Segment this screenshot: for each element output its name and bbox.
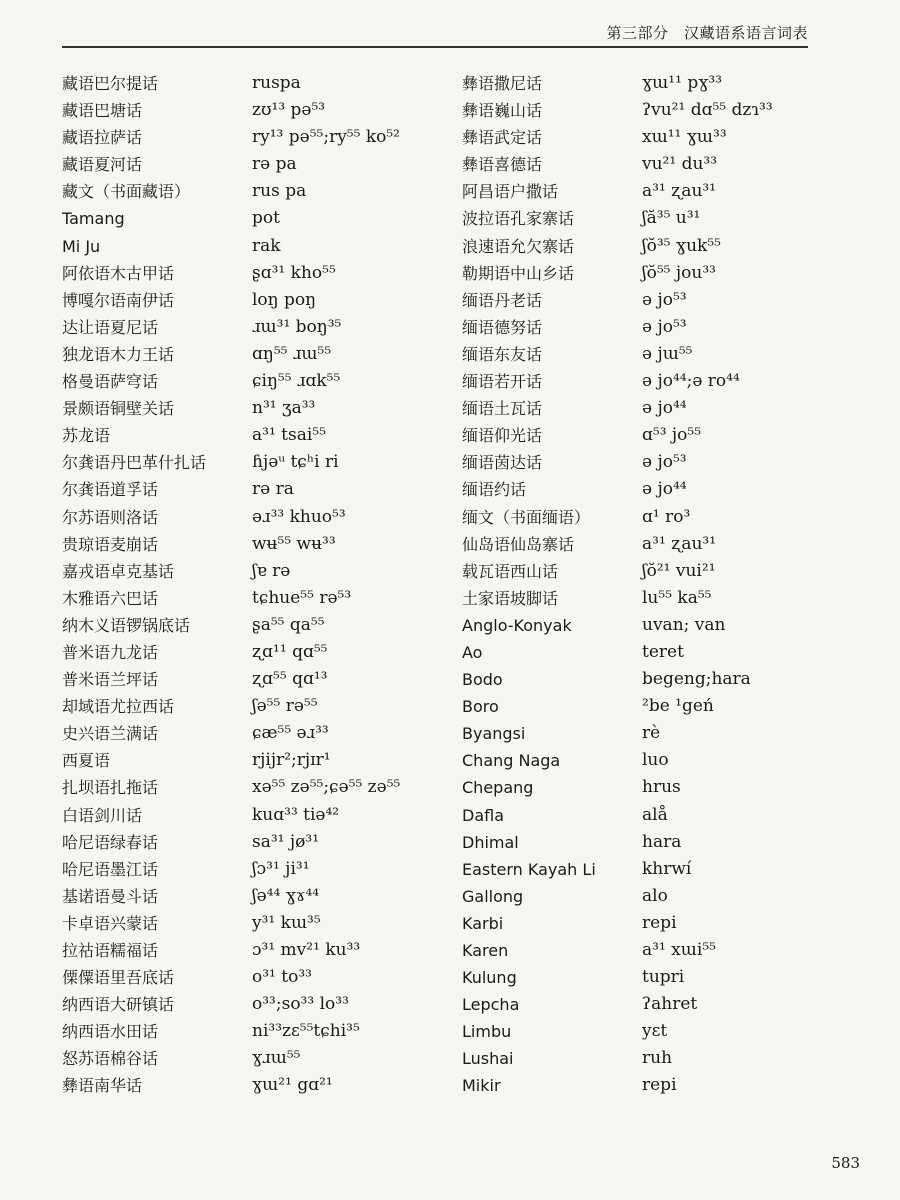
- language-name: Lepcha: [462, 995, 520, 1015]
- language-name: 藏语拉萨话: [62, 128, 143, 148]
- word-form: hara: [642, 831, 682, 852]
- vocab-entry: [462, 802, 882, 829]
- right-column: [462, 70, 882, 1100]
- language-name: 波拉语孔家寨话: [462, 209, 575, 229]
- word-form: ruh: [642, 1048, 673, 1069]
- word-form: ʃŏ²¹ vui²¹: [642, 560, 716, 581]
- word-form: ɕæ⁵⁵ əɹ³³: [252, 723, 329, 744]
- language-name: Bodo: [462, 670, 503, 690]
- vocab-entry: [62, 937, 452, 964]
- vocab-entry: [462, 964, 882, 991]
- vocab-entry: [62, 70, 452, 97]
- vocab-entry: [62, 910, 452, 937]
- language-name: 尔龚语丹巴革什扎话: [62, 453, 207, 473]
- language-name: Eastern Kayah Li: [462, 859, 596, 879]
- vocab-entry: [462, 476, 882, 503]
- word-form: repi: [642, 912, 677, 933]
- language-name: 藏语巴尔提话: [62, 74, 159, 93]
- language-name: Karbi: [462, 913, 504, 933]
- vocab-entry: [62, 856, 452, 883]
- language-name: 缅语德努话: [462, 317, 543, 337]
- language-name: 卡卓语兴蒙话: [62, 913, 159, 933]
- vocab-entry: [462, 233, 882, 260]
- language-name: 纳木义语锣锅底话: [62, 615, 191, 635]
- word-form: kuɑ³³ tiə⁴²: [252, 804, 340, 825]
- word-form: ɑ⁵³ jo⁵⁵: [642, 425, 702, 446]
- word-form: ʃə⁴⁴ ɣɤ⁴⁴: [252, 885, 320, 906]
- word-form: rə pa: [252, 154, 297, 175]
- language-name: 独龙语木力王话: [62, 344, 175, 364]
- vocab-entry: [462, 70, 882, 97]
- word-form: o³³;so³³ lo³³: [252, 994, 349, 1015]
- word-form: rak: [252, 235, 281, 256]
- word-form: loŋ poŋ: [252, 289, 317, 310]
- word-form: a³¹ tsai⁵⁵: [252, 425, 326, 446]
- word-form: ʃə⁵⁵ rə⁵⁵: [252, 696, 318, 717]
- vocab-entry: [62, 395, 452, 422]
- vocab-entry: [62, 612, 452, 639]
- word-form: ruspa: [252, 73, 301, 93]
- vocab-entry: [62, 205, 452, 232]
- vocab-entry: [62, 422, 452, 449]
- vocab-entry: [462, 1045, 882, 1072]
- vocab-entry: [462, 449, 882, 476]
- word-form: ə jo⁴⁴;ə ro⁴⁴: [642, 371, 740, 392]
- vocab-entry: [462, 747, 882, 774]
- language-name: 怒苏语棉谷话: [62, 1049, 159, 1069]
- vocab-entry: [462, 639, 882, 666]
- language-name: 博嘎尔语南伊话: [62, 290, 175, 310]
- word-form: ɦjəᵘ tɕʰi ri: [252, 452, 339, 473]
- vocab-entry: [62, 964, 452, 991]
- vocab-entry: [462, 856, 882, 883]
- word-form: ɹɯ³¹ boŋ³⁵: [252, 316, 342, 337]
- language-name: 藏语巴塘话: [62, 101, 143, 121]
- vocab-entry: [462, 774, 882, 801]
- vocab-entry: [62, 314, 452, 341]
- language-name: 景颇语铜壁关话: [62, 399, 175, 419]
- vocab-entry: [462, 666, 882, 693]
- word-form: rè: [642, 723, 661, 744]
- word-form: ʃɔ³¹ ji³¹: [252, 858, 310, 879]
- vocab-entry: [62, 747, 452, 774]
- language-name: Lushai: [462, 1049, 514, 1069]
- language-name: 缅语仰光话: [462, 426, 543, 446]
- vocab-entry: [62, 151, 452, 178]
- vocab-entry: [62, 1018, 452, 1045]
- vocab-entry: [462, 531, 882, 558]
- language-name: 缅语东友话: [462, 344, 543, 364]
- language-name: 却域语尤拉西话: [62, 697, 175, 717]
- word-form: əɹ³³ khuo⁵³: [252, 506, 346, 527]
- vocab-entry: [62, 639, 452, 666]
- language-name: Karen: [462, 941, 509, 960]
- vocab-entry: [62, 368, 452, 395]
- word-form: ʐɑ¹¹ qɑ⁵⁵: [252, 641, 328, 662]
- word-form: tɕhue⁵⁵ rə⁵³: [252, 587, 352, 608]
- language-name: 彝语武定话: [462, 128, 543, 148]
- word-form: ɣɹɯ⁵⁵: [252, 1048, 301, 1069]
- word-form: sa³¹ jø³¹: [252, 831, 320, 852]
- language-name: Mi Ju: [62, 236, 101, 256]
- vocab-entry: [462, 395, 882, 422]
- language-name: 史兴语兰满话: [62, 724, 159, 744]
- word-form: ə jo⁵³: [642, 316, 687, 337]
- language-name: Kulung: [462, 968, 517, 988]
- word-form: rjijr²;rjɪr¹: [252, 750, 331, 771]
- language-name: Tamang: [62, 209, 125, 229]
- language-name: 彝语巍山话: [462, 101, 543, 121]
- language-name: 苏龙语: [62, 426, 111, 446]
- word-form: ry¹³ pə⁵⁵;ry⁵⁵ ko⁵²: [252, 127, 400, 148]
- language-name: Chepang: [462, 778, 534, 798]
- vocab-entry: [462, 422, 882, 449]
- word-form: zʊ¹³ pə⁵³: [252, 100, 326, 121]
- language-name: 缅语土瓦话: [462, 399, 543, 419]
- vocab-entry: [462, 504, 882, 531]
- language-name: Mikir: [462, 1076, 501, 1096]
- language-name: 嘉戎语卓克基话: [62, 561, 175, 581]
- vocab-entry: [462, 585, 882, 612]
- vocab-entry: [62, 476, 452, 503]
- language-name: 达让语夏尼话: [62, 317, 159, 337]
- word-form: begeng;hara: [642, 669, 751, 690]
- word-form: rə ra: [252, 479, 294, 500]
- word-form: ɕiŋ⁵⁵ ɹɑk⁵⁵: [252, 371, 341, 392]
- vocab-entry: [462, 558, 882, 585]
- word-form: ʔahret: [642, 994, 698, 1015]
- word-form: a³¹ xɯi⁵⁵: [642, 940, 716, 960]
- word-form: teret: [642, 641, 684, 662]
- language-name: 藏文（书面藏语）: [62, 182, 191, 202]
- vocab-entry: [62, 802, 452, 829]
- word-form: ɣɯ¹¹ pɣ³³: [642, 73, 723, 93]
- language-name: 载瓦语西山话: [462, 561, 559, 581]
- vocab-entry: [462, 991, 882, 1018]
- vocab-entry: [62, 585, 452, 612]
- word-form: ʂɑ³¹ kho⁵⁵: [252, 262, 336, 283]
- language-name: 基诺语曼斗话: [62, 886, 159, 906]
- vocab-entry: [62, 1045, 452, 1072]
- vocab-entry: [62, 260, 452, 287]
- word-form: ʃŏ⁵⁵ jou³³: [642, 262, 716, 283]
- word-form: ʃă³⁵ u³¹: [642, 208, 701, 229]
- language-name: 土家语坡脚话: [462, 588, 559, 608]
- word-form: pot: [252, 208, 280, 229]
- language-name: 贵琼语麦崩话: [62, 534, 159, 554]
- vocab-entry: [462, 124, 882, 151]
- word-form: ʔvu²¹ dɑ⁵⁵ dzɿ³³: [642, 100, 773, 121]
- running-header: 第三部分 汉藏语系语言词表: [606, 24, 808, 42]
- language-name: 木雅语六巴话: [62, 588, 159, 608]
- vocab-entry: [62, 829, 452, 856]
- vocab-entry: [462, 937, 882, 964]
- word-form: repi: [642, 1075, 677, 1096]
- word-form: o³¹ to³³: [252, 967, 312, 988]
- vocab-entry: [62, 991, 452, 1018]
- language-name: Boro: [462, 697, 499, 717]
- language-name: Ao: [462, 642, 483, 662]
- vocab-entry: [462, 97, 882, 124]
- word-form: n³¹ ʒa³³: [252, 398, 316, 419]
- word-form: ə jɯ⁵⁵: [642, 343, 693, 364]
- word-form: uvan; van: [642, 614, 726, 635]
- vocab-entry: [62, 531, 452, 558]
- language-name: 普米语兰坪话: [62, 670, 159, 690]
- word-form: vu²¹ du³³: [642, 154, 718, 175]
- language-name: 缅语若开话: [462, 372, 543, 392]
- language-name: 普米语九龙话: [62, 642, 159, 662]
- language-name: 彝语喜德话: [462, 155, 543, 175]
- word-form: hrus: [642, 777, 681, 798]
- vocab-entry: [462, 178, 882, 205]
- vocab-entry: [62, 504, 452, 531]
- language-name: 阿依语木古甲话: [62, 263, 175, 283]
- word-form: lu⁵⁵ ka⁵⁵: [642, 587, 712, 608]
- vocab-entry: [462, 720, 882, 747]
- vocab-entry: [462, 1018, 882, 1045]
- vocab-entry: [62, 693, 452, 720]
- word-form: xɯ¹¹ ɣɯ³³: [642, 127, 727, 148]
- language-name: 格曼语萨穹话: [62, 372, 159, 392]
- vocab-entry: [62, 287, 452, 314]
- language-name: 拉祜语糯福话: [62, 941, 159, 960]
- vocab-entry: [62, 124, 452, 151]
- word-form: ə jo⁵³: [642, 289, 687, 310]
- word-form: ɑ¹ ro³: [642, 506, 691, 527]
- vocab-entry: [62, 666, 452, 693]
- vocab-entry: [462, 910, 882, 937]
- word-form: khrwí: [642, 858, 692, 879]
- language-name: 藏语夏河话: [62, 155, 143, 175]
- vocab-entry: [462, 287, 882, 314]
- language-name: Dafla: [462, 805, 505, 825]
- word-form: y³¹ kɯ³⁵: [252, 912, 321, 933]
- word-form: a³¹ ʐau³¹: [642, 181, 717, 202]
- language-name: 勒期语中山乡话: [462, 263, 575, 283]
- language-name: 缅语约话: [462, 480, 527, 500]
- language-name: 扎坝语扎拖话: [62, 778, 159, 798]
- word-form: ʐɑ⁵⁵ qɑ¹³: [252, 669, 328, 690]
- word-form: ni³³zɛ⁵⁵tɕhi³⁵: [252, 1021, 360, 1042]
- language-name: Byangsi: [462, 724, 526, 744]
- language-name: Dhimal: [462, 832, 519, 852]
- word-form: ʃɐ rə: [252, 560, 291, 581]
- language-name: 西夏语: [62, 751, 111, 771]
- word-form: ɣɯ²¹ gɑ²¹: [252, 1075, 333, 1096]
- language-name: 哈尼语墨江话: [62, 859, 159, 879]
- language-name: 缅文（书面缅语）: [462, 507, 591, 527]
- language-name: 浪速语允欠寨话: [462, 236, 575, 256]
- language-name: 尔龚语道孚话: [62, 480, 159, 500]
- vocab-entry: [462, 1072, 882, 1099]
- word-form: ə jo⁴⁴: [642, 479, 687, 500]
- left-column: [62, 70, 452, 1100]
- language-name: Anglo-Konyak: [462, 615, 572, 635]
- word-form: ə jo⁵³: [642, 452, 687, 473]
- language-name: 仙岛语仙岛寨话: [462, 534, 575, 554]
- language-name: 哈尼语绿春话: [62, 832, 159, 852]
- language-name: 纳西语水田话: [62, 1022, 159, 1042]
- vocab-entry: [62, 449, 452, 476]
- language-name: 白语剑川话: [62, 805, 143, 825]
- word-form: alå: [642, 804, 668, 825]
- word-form: a³¹ ʐau³¹: [642, 533, 717, 554]
- language-name: Limbu: [462, 1022, 512, 1042]
- language-name: 尔苏语则洛话: [62, 507, 159, 527]
- vocab-entry: [62, 1072, 452, 1099]
- vocab-entry: [62, 774, 452, 801]
- vocab-entry: [462, 260, 882, 287]
- word-form: luo: [642, 750, 669, 771]
- language-name: 缅语丹老话: [462, 290, 543, 310]
- language-name: Gallong: [462, 886, 524, 906]
- vocab-entry: [462, 612, 882, 639]
- word-form: xə⁵⁵ zə⁵⁵;ɕə⁵⁵ zə⁵⁵: [252, 777, 401, 798]
- vocab-entry: [462, 693, 882, 720]
- word-form: tupri: [642, 967, 685, 988]
- language-name: 缅语茵达话: [462, 453, 543, 473]
- vocab-entry: [462, 883, 882, 910]
- header-rule: [62, 46, 808, 48]
- vocab-entry: [62, 233, 452, 260]
- word-form: ʂa⁵⁵ qa⁵⁵: [252, 614, 325, 635]
- language-name: 傈僳语里吾底话: [62, 968, 175, 988]
- vocab-entry: [462, 368, 882, 395]
- vocab-entry: [62, 97, 452, 124]
- word-form: yɛt: [642, 1021, 668, 1042]
- vocab-entry: [462, 341, 882, 368]
- vocab-entry: [62, 883, 452, 910]
- vocab-entry: [62, 558, 452, 585]
- vocab-entry: [462, 314, 882, 341]
- word-form: ²be ¹geń: [642, 696, 714, 717]
- language-name: 彝语撒尼话: [462, 74, 543, 93]
- language-name: 阿昌语户撒话: [462, 182, 559, 202]
- language-name: Chang Naga: [462, 751, 561, 771]
- vocab-entry: [462, 829, 882, 856]
- vocab-entry: [462, 205, 882, 232]
- vocab-entry: [62, 341, 452, 368]
- word-form: alo: [642, 885, 668, 906]
- vocab-entry: [62, 178, 452, 205]
- word-form: ɔ³¹ mv²¹ ku³³: [252, 940, 361, 960]
- vocab-entry: [462, 151, 882, 178]
- word-form: ɑŋ⁵⁵ ɹɯ⁵⁵: [252, 343, 332, 364]
- language-name: 彝语南华话: [62, 1076, 143, 1096]
- vocab-entry: [62, 720, 452, 747]
- word-form: ʃŏ³⁵ ɣuk⁵⁵: [642, 235, 721, 256]
- language-name: 纳西语大研镇话: [62, 995, 175, 1015]
- word-form: rus pa: [252, 181, 307, 202]
- page-number: 583: [831, 1154, 860, 1172]
- word-form: ə jo⁴⁴: [642, 398, 687, 419]
- word-form: wʉ⁵⁵ wʉ³³: [252, 533, 336, 554]
